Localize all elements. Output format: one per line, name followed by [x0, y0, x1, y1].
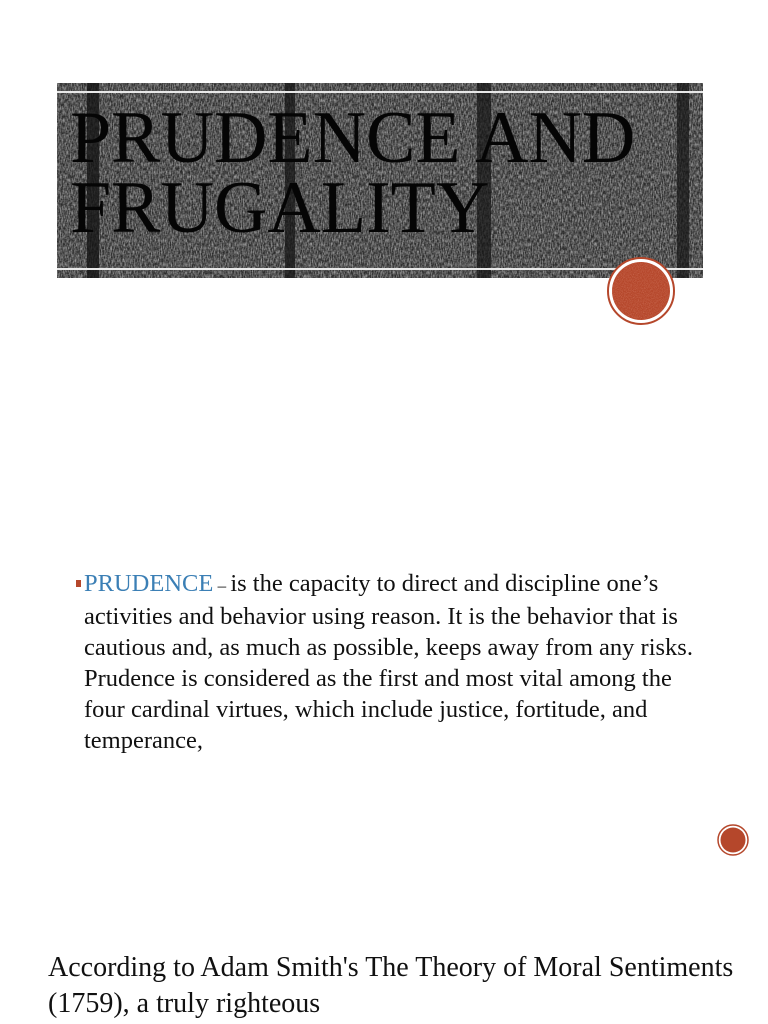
accent-circle-small	[717, 824, 749, 856]
banner-top-rule	[57, 91, 703, 93]
slide-title: PRUDENCE AND FRUGALITY	[70, 97, 636, 249]
term-prudence: PRUDENCE	[84, 570, 214, 597]
definition-paragraph	[84, 568, 706, 756]
term-dash: –	[213, 576, 231, 595]
definition-block	[76, 568, 706, 756]
definition-text: is the capacity to direct and discipline one’s activities and behavior using reason. It is the behavior that is cautious and, as much as possible, keeps away from any risks. Prudence is considered as the first and most vital among the four cardinal virtues, which include justice, fortitude, and temperance,	[84, 570, 693, 754]
accent-circle-large	[606, 256, 676, 326]
adam-smith-paragraph: According to Adam Smith's The Theory of Moral Sentiments (1759), a truly righteous	[48, 952, 734, 1019]
bullet-marker	[76, 580, 81, 587]
